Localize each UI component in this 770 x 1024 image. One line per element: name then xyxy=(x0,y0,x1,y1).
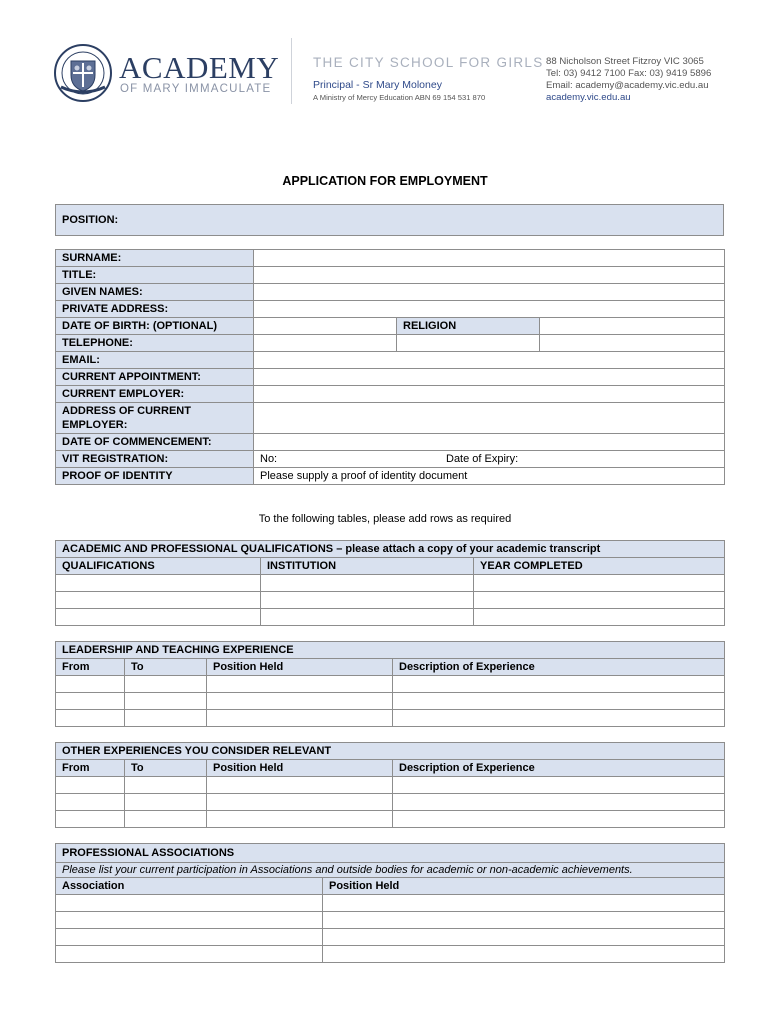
table-row xyxy=(56,369,725,386)
current-employer-input[interactable] xyxy=(254,386,725,403)
table-cell[interactable] xyxy=(125,710,207,727)
table-row xyxy=(56,811,725,828)
table-cell[interactable] xyxy=(56,794,125,811)
table-cell[interactable] xyxy=(56,895,323,912)
table-row xyxy=(56,267,725,284)
table-cell[interactable] xyxy=(207,777,393,794)
other-heading: OTHER EXPERIENCES YOU CONSIDER RELEVANT xyxy=(56,743,725,760)
column-header: Position Held xyxy=(207,760,393,777)
table-header-row xyxy=(56,659,725,676)
column-header: From xyxy=(56,659,125,676)
table-cell[interactable] xyxy=(56,592,261,609)
surname-input[interactable] xyxy=(254,250,725,267)
table-row xyxy=(56,693,725,710)
commencement-date-input[interactable] xyxy=(254,434,725,451)
proof-identity-input[interactable]: Please supply a proof of identity document xyxy=(254,468,725,485)
table-row xyxy=(56,318,725,335)
table-header-row xyxy=(56,558,725,575)
table-cell[interactable] xyxy=(207,794,393,811)
table-cell[interactable] xyxy=(393,777,725,794)
leadership-table xyxy=(55,641,725,727)
table-cell[interactable] xyxy=(393,710,725,727)
field-label: DATE OF COMMENCEMENT: xyxy=(56,434,254,451)
personal-details-table xyxy=(55,249,725,485)
column-header: Description of Experience xyxy=(393,760,725,777)
given-names-input[interactable] xyxy=(254,284,725,301)
table-row xyxy=(56,284,725,301)
table-cell[interactable] xyxy=(56,929,323,946)
field-label: PRIVATE ADDRESS: xyxy=(56,301,254,318)
table-row xyxy=(56,794,725,811)
associations-heading: PROFESSIONAL ASSOCIATIONS xyxy=(56,844,725,863)
column-header: INSTITUTION xyxy=(261,558,474,575)
table-note-row xyxy=(56,863,725,878)
column-header: Position Held xyxy=(207,659,393,676)
table-cell[interactable] xyxy=(56,676,125,693)
table-row xyxy=(56,946,725,963)
ministry-line: A Ministry of Mercy Education ABN 69 154 531 870 xyxy=(313,93,486,102)
column-header: YEAR COMPLETED xyxy=(474,558,725,575)
table-cell[interactable] xyxy=(56,609,261,626)
table-row xyxy=(56,301,725,318)
table-cell[interactable] xyxy=(56,946,323,963)
associations-note: Please list your current participation in Associations and outside bodies for academic or non-academic achievements. xyxy=(56,863,725,878)
position-label: POSITION: xyxy=(62,214,119,226)
vit-expiry-label: Date of Expiry: xyxy=(446,453,519,465)
table-cell[interactable] xyxy=(56,912,323,929)
table-cell[interactable] xyxy=(393,676,725,693)
table-row xyxy=(56,592,725,609)
telephone-input[interactable] xyxy=(254,335,397,352)
table-heading-row xyxy=(56,642,725,659)
table-row xyxy=(56,929,725,946)
vit-no-label: No: xyxy=(260,453,278,465)
table-cell[interactable] xyxy=(56,693,125,710)
religion-input[interactable] xyxy=(540,318,725,335)
tables-instruction: To the following tables, please add rows as required xyxy=(258,513,512,525)
school-tagline: THE CITY SCHOOL FOR GIRLS xyxy=(313,55,544,70)
table-row xyxy=(56,676,725,693)
vit-registration-input[interactable] xyxy=(254,451,725,468)
school-website[interactable]: academy.vic.edu.au xyxy=(546,92,631,103)
column-header: Association xyxy=(56,878,323,895)
column-header: To xyxy=(125,760,207,777)
telephone-input-2[interactable] xyxy=(397,335,540,352)
table-row xyxy=(56,468,725,485)
logo-wordmark: ACADEMY xyxy=(119,50,280,85)
table-cell[interactable] xyxy=(207,710,393,727)
leadership-heading: LEADERSHIP AND TEACHING EXPERIENCE xyxy=(56,642,725,659)
table-cell[interactable] xyxy=(393,693,725,710)
table-cell[interactable] xyxy=(393,794,725,811)
email-input[interactable] xyxy=(254,352,725,369)
table-row xyxy=(56,434,725,451)
table-cell[interactable] xyxy=(323,929,725,946)
table-cell[interactable] xyxy=(56,777,125,794)
table-row xyxy=(56,575,725,592)
table-cell[interactable] xyxy=(56,710,125,727)
table-cell[interactable] xyxy=(393,811,725,828)
table-row xyxy=(56,912,725,929)
table-cell[interactable] xyxy=(125,794,207,811)
table-row xyxy=(56,386,725,403)
table-cell[interactable] xyxy=(261,609,474,626)
table-row xyxy=(56,710,725,727)
table-cell[interactable] xyxy=(323,895,725,912)
header-divider xyxy=(291,38,292,104)
field-label: CURRENT APPOINTMENT: xyxy=(56,369,254,386)
table-cell[interactable] xyxy=(125,676,207,693)
table-row xyxy=(56,335,725,352)
table-row xyxy=(56,895,725,912)
table-cell[interactable] xyxy=(125,777,207,794)
column-header: Position Held xyxy=(323,878,725,895)
table-header-row xyxy=(56,760,725,777)
telephone-input-3[interactable] xyxy=(540,335,725,352)
title-input[interactable] xyxy=(254,267,725,284)
table-row xyxy=(56,609,725,626)
field-label: TELEPHONE: xyxy=(56,335,254,352)
table-cell[interactable] xyxy=(56,811,125,828)
table-cell[interactable] xyxy=(125,693,207,710)
academic-table xyxy=(55,540,725,626)
logo-subtitle: OF MARY IMMACULATE xyxy=(120,83,272,95)
dob-input[interactable] xyxy=(254,318,397,335)
table-cell[interactable] xyxy=(261,592,474,609)
field-label: ADDRESS OF CURRENT EMPLOYER: xyxy=(56,403,254,434)
table-cell[interactable] xyxy=(474,609,725,626)
field-label: DATE OF BIRTH: (OPTIONAL) xyxy=(56,318,254,335)
column-header: QUALIFICATIONS xyxy=(56,558,261,575)
table-row xyxy=(56,403,725,434)
field-label: VIT REGISTRATION: xyxy=(56,451,254,468)
table-row xyxy=(56,250,725,267)
school-phone: Tel: 03) 9412 7100 Fax: 03) 9419 5896 xyxy=(546,68,712,79)
academic-heading: ACADEMIC AND PROFESSIONAL QUALIFICATIONS – please attach a copy of your academic transcript xyxy=(56,541,725,558)
religion-label: RELIGION xyxy=(397,318,540,335)
table-header-row xyxy=(56,878,725,895)
field-label: SURNAME: xyxy=(56,250,254,267)
field-label: EMAIL: xyxy=(56,352,254,369)
column-header: From xyxy=(56,760,125,777)
table-cell[interactable] xyxy=(125,811,207,828)
letterhead xyxy=(0,0,770,130)
table-cell[interactable] xyxy=(207,693,393,710)
current-appointment-input[interactable] xyxy=(254,369,725,386)
table-cell[interactable] xyxy=(261,575,474,592)
principal-line: Principal - Sr Mary Moloney xyxy=(313,79,442,91)
associations-table xyxy=(55,843,725,963)
form-title: APPLICATION FOR EMPLOYMENT xyxy=(282,174,488,188)
table-cell[interactable] xyxy=(474,575,725,592)
other-experience-table xyxy=(55,742,725,828)
table-row xyxy=(56,451,725,468)
table-heading-row xyxy=(56,844,725,863)
table-cell[interactable] xyxy=(207,811,393,828)
table-cell[interactable] xyxy=(323,912,725,929)
field-label: CURRENT EMPLOYER: xyxy=(56,386,254,403)
table-cell[interactable] xyxy=(323,946,725,963)
table-cell[interactable] xyxy=(207,676,393,693)
field-label: TITLE: xyxy=(56,267,254,284)
table-heading-row xyxy=(56,541,725,558)
school-address: 88 Nicholson Street Fitzroy VIC 3065 xyxy=(546,56,704,67)
private-address-input[interactable] xyxy=(254,301,725,318)
column-header: To xyxy=(125,659,207,676)
field-label: GIVEN NAMES: xyxy=(56,284,254,301)
table-cell[interactable] xyxy=(56,575,261,592)
field-label: PROOF OF IDENTITY xyxy=(56,468,254,485)
table-row xyxy=(56,777,725,794)
employer-address-input[interactable] xyxy=(254,403,725,434)
school-crest-icon xyxy=(53,43,113,103)
table-row xyxy=(56,352,725,369)
table-cell[interactable] xyxy=(474,592,725,609)
column-header: Description of Experience xyxy=(393,659,725,676)
position-field[interactable] xyxy=(55,204,724,236)
school-email: Email: academy@academy.vic.edu.au xyxy=(546,80,709,91)
table-heading-row xyxy=(56,743,725,760)
